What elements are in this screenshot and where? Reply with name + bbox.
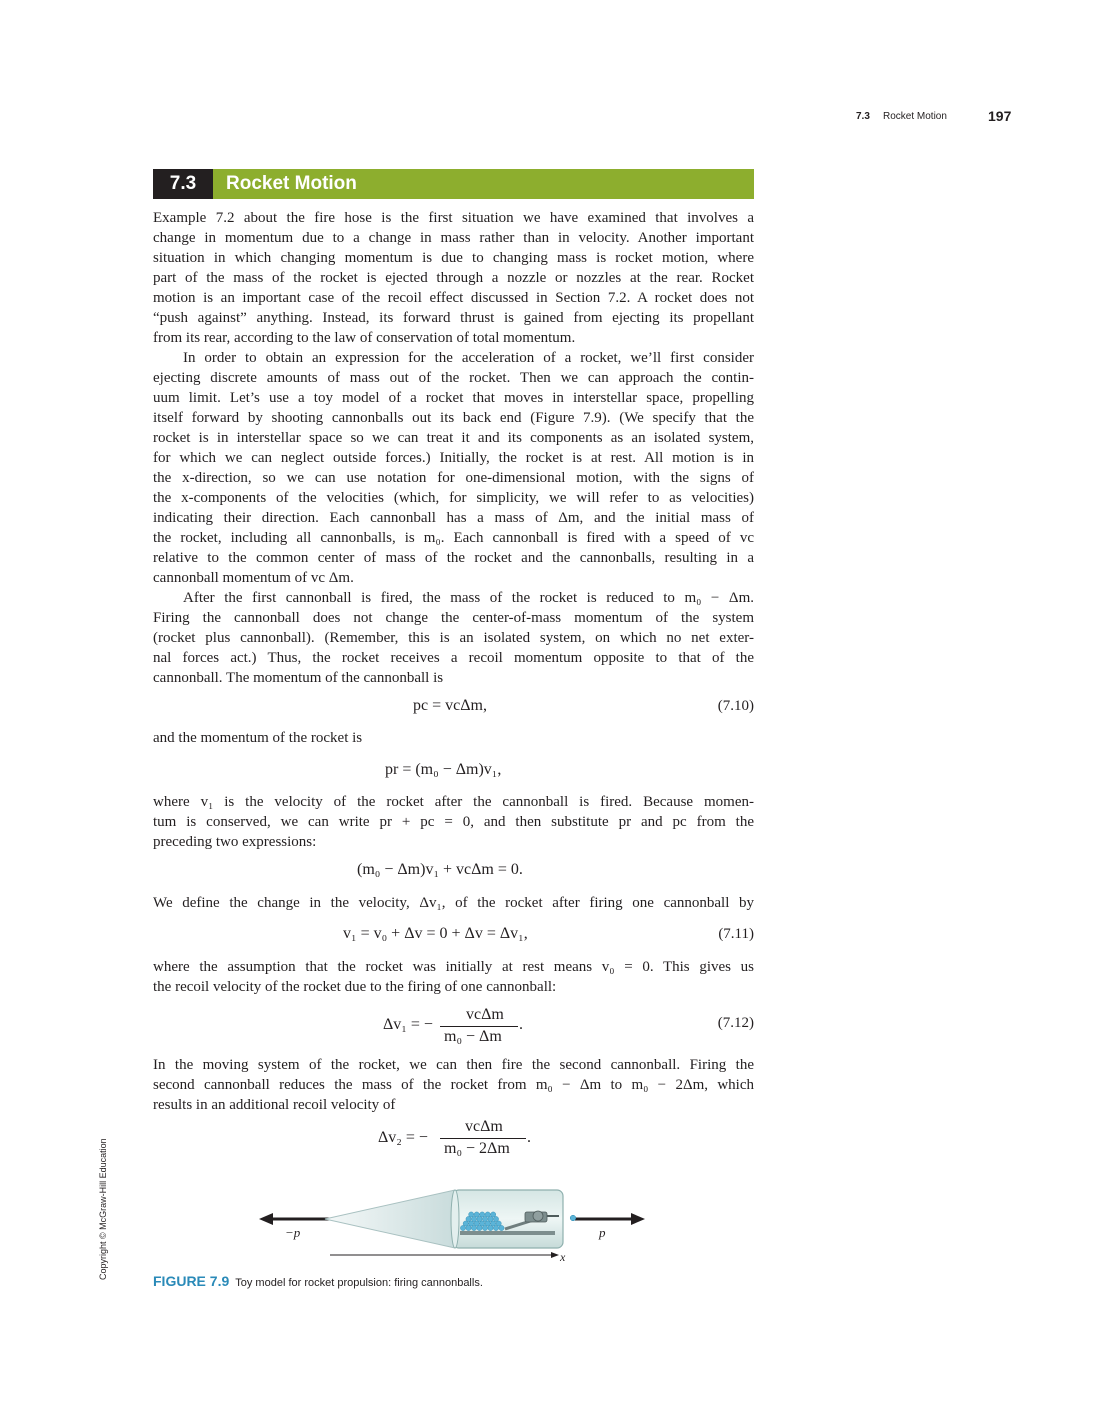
text-line: relative to the common center of mass of the rocket and the cannonballs, resulting in a — [153, 550, 754, 566]
text-line: situation in which changing momentum is due to changing mass is rocket motion, where — [153, 250, 754, 266]
equation-7-12-lhs: Δv₁ = − — [383, 1016, 433, 1033]
equation-rocket-momentum: pr = (m₀ − Δm)v₁, — [385, 761, 502, 778]
equation-number-7-12: (7.12) — [717, 1015, 754, 1031]
label-negative-p: −p⃗ — [285, 1225, 311, 1240]
ejected-cannonball — [570, 1215, 576, 1221]
text-line: In order to obtain an expression for the acceleration of a rocket, we’ll first consider — [183, 350, 754, 366]
text-line: Example 7.2 about the fire hose is the first situation we have examined that involves a — [153, 210, 754, 226]
text-line: the x-direction, so we can use notation for one-dimensional motion, with the signs of — [153, 470, 754, 486]
text-line: tum is conserved, we can write pr + pc = 0, and then substitute pr and pc from the — [153, 814, 754, 830]
equation-dv2-numerator: vcΔm — [465, 1118, 503, 1135]
cannon-base — [460, 1231, 555, 1235]
text-line: from its rear, according to the law of conservation of total momentum. — [153, 330, 576, 346]
running-head — [840, 108, 1015, 126]
caption-text: Toy model for rocket propulsion: firing cannonballs. — [235, 1277, 483, 1289]
tube-rim — [451, 1190, 459, 1248]
caption-label: FIGURE 7.9 — [153, 1273, 230, 1289]
equation-7-10: pc = vcΔm, — [413, 697, 487, 714]
text-line: rocket is in interstellar space so we can treat it and its components as an isolated system, — [153, 430, 754, 446]
text-line: cannonball. The momentum of the cannonball is — [153, 670, 444, 686]
rocket-diagram — [255, 1185, 655, 1265]
running-head-section: 7.3 — [856, 111, 870, 122]
left-momentum-arrow — [259, 1213, 330, 1225]
text-line: In the moving system of the rocket, we can then fire the second cannonball. Firing the — [153, 1057, 754, 1073]
section-title: Rocket Motion — [226, 173, 357, 194]
text-line: the recoil velocity of the rocket due to the firing of one cannonball: — [153, 979, 557, 995]
equation-number-7-11: (7.11) — [718, 926, 754, 942]
text-line: where the assumption that the rocket was initially at rest means v₀ = 0. This gives us — [153, 959, 754, 975]
text-line: We define the change in the velocity, Δv₁, of the rocket after firing one cannonball by — [153, 895, 754, 911]
text-line: itself forward by shooting cannonballs out its back end (Figure 7.9). (We specify that the — [153, 410, 754, 426]
figure-7-9 — [255, 1185, 655, 1265]
x-axis-arrow — [330, 1252, 559, 1258]
section-number: 7.3 — [153, 169, 213, 199]
text-line: change in momentum due to a change in mass rather than in velocity. Another important — [153, 230, 754, 246]
text-line: cannonball momentum of vc Δm. — [153, 570, 354, 586]
text-line: part of the mass of the rocket is ejected through a nozzle or nozzles at the rear. Rocket — [153, 270, 754, 286]
text-line: nal forces act.) Thus, the rocket receives a recoil momentum opposite to that of the — [153, 650, 754, 666]
x-axis-label: x — [560, 1250, 566, 1264]
equation-period: . — [519, 1016, 523, 1033]
text-line: indicating their direction. Each cannonball has a mass of Δm, and the initial mass of — [153, 510, 754, 526]
text-line: the rocket, including all cannonballs, is m₀. Each cannonball is fired with a speed of vc — [153, 530, 754, 546]
page-number: 197 — [988, 108, 1012, 124]
equation-period: . — [527, 1129, 531, 1146]
equation-7-11: v₁ = v₀ + Δv = 0 + Δv = Δv₁, — [343, 925, 528, 942]
equation-dv2-denominator: m₀ − 2Δm — [444, 1140, 510, 1157]
equation-7-12-denominator: m₀ − Δm — [444, 1028, 502, 1045]
rocket-cone — [325, 1190, 455, 1248]
fraction-bar — [440, 1138, 526, 1139]
text-line: and the momentum of the rocket is — [153, 730, 363, 746]
copyright-notice: Copyright © McGraw-Hill Education — [98, 1138, 108, 1280]
equation-7-12-numerator: vcΔm — [466, 1006, 504, 1023]
equation-number-7-10: (7.10) — [717, 698, 754, 714]
text-line: “push against” anything. Instead, its forward thrust is gained from ejecting its propellant — [153, 310, 754, 326]
text-line: motion is an important case of the recoil effect discussed in Section 7.2. A rocket does not — [153, 290, 754, 306]
text-line: results in an additional recoil velocity of — [153, 1097, 396, 1113]
text-line: second cannonball reduces the mass of the rocket from m₀ − Δm to m₀ − 2Δm, which — [153, 1077, 754, 1093]
text-line: After the first cannonball is fired, the mass of the rocket is reduced to m₀ − Δm. — [183, 590, 754, 606]
figure-caption — [153, 1273, 483, 1291]
text-line: for which we can neglect outside forces.) Initially, the rocket is at rest. All motion is in — [153, 450, 754, 466]
section-heading — [153, 169, 754, 199]
text-line: ejecting discrete amounts of mass out of the rocket. Then we can approach the contin- — [153, 370, 754, 386]
label-positive-p: p⃗ — [599, 1225, 616, 1240]
fraction-bar — [440, 1026, 518, 1027]
equation-dv2-lhs: Δv₂ = − — [378, 1129, 428, 1146]
running-head-title: Rocket Motion — [883, 111, 947, 122]
text-line: Firing the cannonball does not change the center-of-mass momentum of the system — [153, 610, 754, 626]
text-line: preceding two expressions: — [153, 834, 317, 850]
text-line: (rocket plus cannonball). (Remember, this is an isolated system, on which no net exter- — [153, 630, 754, 646]
equation-momentum-sum: (m₀ − Δm)v₁ + vcΔm = 0. — [357, 861, 523, 878]
text-line: where v₁ is the velocity of the rocket after the cannonball is fired. Because momen- — [153, 794, 754, 810]
text-line: uum limit. Let’s use a toy model of a rocket that moves in interstellar space, propelling — [153, 390, 754, 406]
right-momentum-arrow — [575, 1213, 645, 1225]
text-line: the x-components of the velocities (which, for simplicity, we will refer to as velocities) — [153, 490, 754, 506]
